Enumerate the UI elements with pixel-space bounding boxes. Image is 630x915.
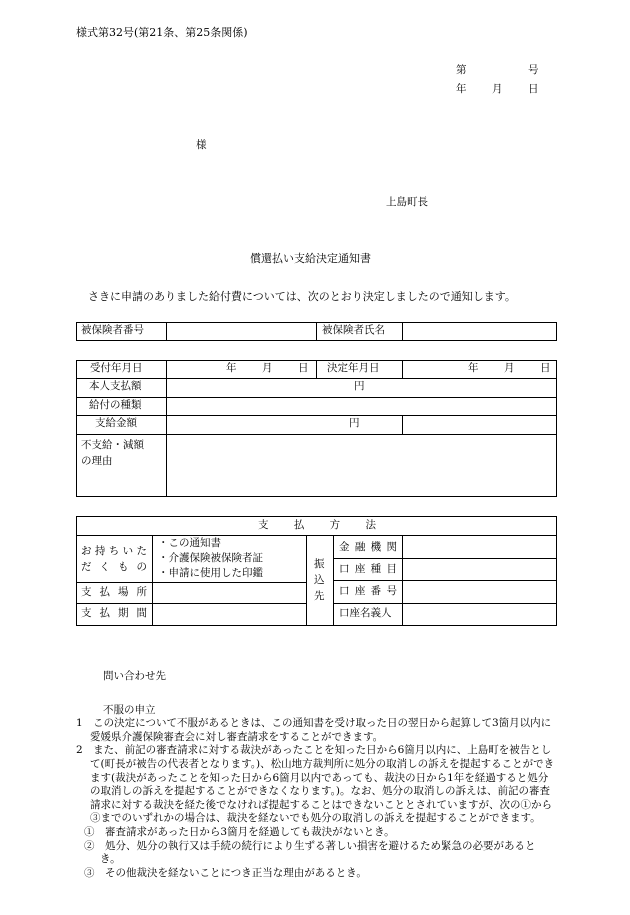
bring-label-line1: お 持 ち い た xyxy=(81,545,147,557)
bring-item: ・申請に使用した印鑑 xyxy=(158,567,263,579)
form-number: 様式第32号(第21条、第25条関係) xyxy=(76,26,248,39)
insured-number-value[interactable] xyxy=(168,323,314,340)
account-holder-label: 口座名義人 xyxy=(339,607,392,619)
payment-period-label: 支 払 期 間 xyxy=(81,607,147,619)
reason-label-line1: 不支給・減額 xyxy=(81,439,144,451)
receipt-date-month: 月 xyxy=(262,362,273,374)
doc-date-month: 月 xyxy=(492,83,503,95)
payment-method-header: 支 払 方 法 xyxy=(258,519,376,531)
insured-name-label: 被保険者氏名 xyxy=(322,324,385,336)
insured-name-value[interactable] xyxy=(404,323,555,340)
benefit-type-label: 給付の種類 xyxy=(89,399,142,411)
payment-place-label: 支 払 場 所 xyxy=(81,586,147,598)
receipt-date-day: 日 xyxy=(298,362,309,374)
appeal-heading: 不服の申立 xyxy=(103,704,156,716)
appeal-sub-1: ① 審査請求があった日から3箇月を経過しても裁決がないとき。 xyxy=(84,826,395,839)
inquiry-label: 問い合わせ先 xyxy=(103,670,166,682)
addressee-suffix: 様 xyxy=(196,139,207,151)
bring-item: ・この通知書 xyxy=(158,537,221,549)
self-payment-unit: 円 xyxy=(354,380,365,392)
transfer-label-1: 振 xyxy=(314,558,325,570)
intro-text: さきに申請のありました給付費については、次のとおり決定しましたので通知します。 xyxy=(88,290,516,303)
payment-amount-label: 支給金額 xyxy=(95,417,137,429)
appeal-item-2: 2 また、前記の審査請求に対する裁決があったことを知った日から6箇月以内に、上島町を被告として(町長が被告の代表者となります。)、松山地方裁判所に処分の取消しの訴えを提起することができます(裁決があったことを知った日から6箇月以内であっても、裁決の日から1年を経過すると処分の取消しの訴えを提起することができなくなります。)。なお、処分の取消しの訴えは、前記の審査請求に対する裁決を経た後でなければ提起することはできないこととされていますが、次の①から③までのいずれかの場合は、裁決を経ないでも処分の取消しの訴えを提起することができます。 xyxy=(76,744,555,825)
bring-item: ・介護保険被保険者証 xyxy=(158,552,263,564)
insured-number-label: 被保険者番号 xyxy=(81,324,144,336)
payment-amount-unit: 円 xyxy=(349,417,360,429)
decision-date-label: 決定年月日 xyxy=(327,362,380,374)
bring-label-line2: だ く も の xyxy=(81,561,147,573)
receipt-date-label: 受付年月日 xyxy=(90,362,143,374)
appeal-notes xyxy=(76,717,556,881)
decision-date-year: 年 xyxy=(468,362,479,374)
issuer: 上島町長 xyxy=(386,196,428,208)
doc-number-dai: 第 xyxy=(456,64,467,76)
doc-number-gou: 号 xyxy=(528,64,539,76)
document-title: 償還払い支給決定通知書 xyxy=(250,252,371,265)
transfer-label-2: 込 xyxy=(314,574,325,586)
transfer-label-3: 先 xyxy=(314,590,325,602)
appeal-sub-2: ② 処分、処分の執行又は手続の続行により生ずる著しい損害を避けるため緊急の必要があるとき。 xyxy=(84,839,536,866)
account-number-label: 口 座 番 号 xyxy=(339,585,397,597)
bank-label: 金 融 機 関 xyxy=(339,541,397,553)
decision-date-day: 日 xyxy=(540,362,551,374)
reason-label-line2: の理由 xyxy=(81,455,113,467)
self-payment-label: 本人支払額 xyxy=(89,380,142,392)
account-type-label: 口 座 種 目 xyxy=(339,563,397,575)
doc-date-year: 年 xyxy=(456,83,467,95)
doc-date-day: 日 xyxy=(528,83,539,95)
appeal-sub-3: ③ その他裁決を経ないことにつき正当な理由があるとき。 xyxy=(84,867,367,880)
decision-date-month: 月 xyxy=(504,362,515,374)
appeal-item-1: 1 この決定について不服があるときは、この通知書を受け取った日の翌日から起算して3箇月以内に愛媛県介護保険審査会に対し審査請求をすることができます。 xyxy=(76,717,552,743)
receipt-date-year: 年 xyxy=(226,362,237,374)
